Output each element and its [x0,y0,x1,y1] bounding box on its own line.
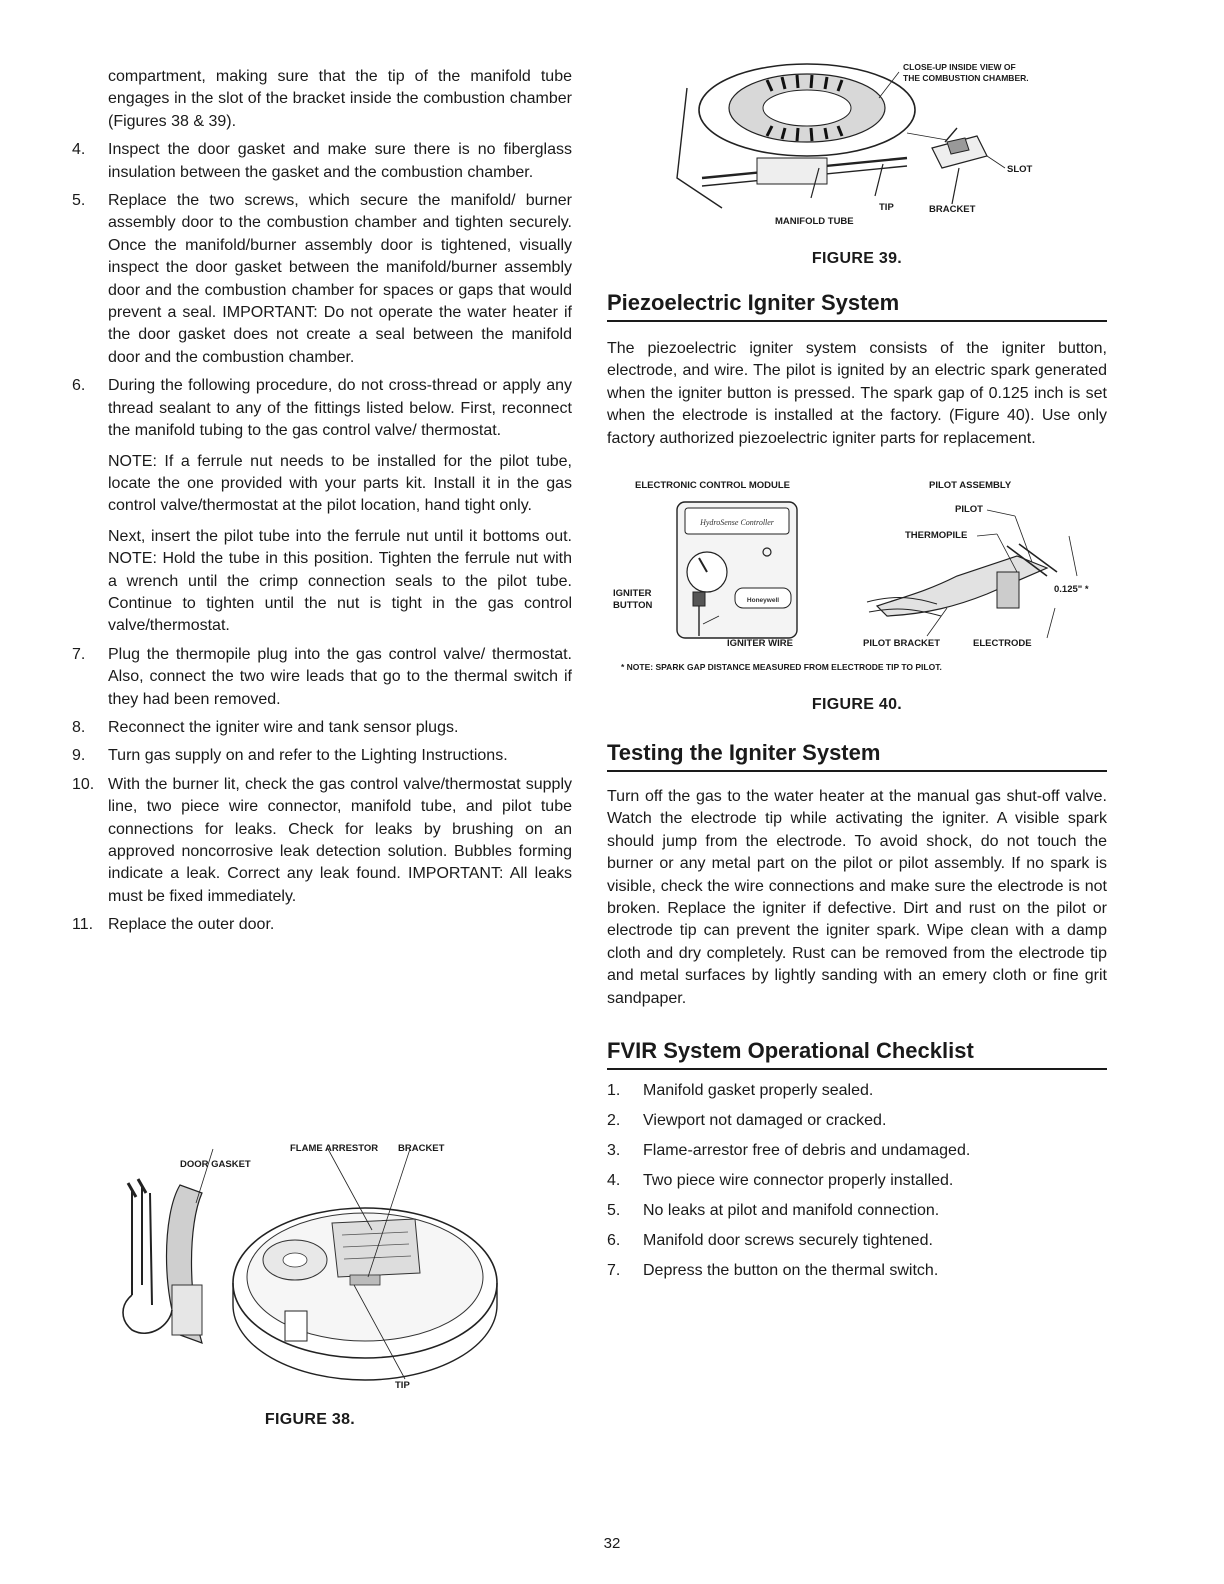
spark-gap-note: * NOTE: SPARK GAP DISTANCE MEASURED FROM ELECTRODE TIP TO PILOT. [621,662,942,673]
step-text: Replace the two screws, which secure the manifold/ burner assembly door to the combustion chamber and tighten securely. Once the manifold/burner assembly door is tightened, visually inspect the door gasket between the manifold/burner assembly door and the combustion chamber for spaces or gaps that would prevent a seal. IMPORTANT: Do not operate the water heater if the door gasket does not create a seal between the manifold door and the combustion chamber. [108,192,572,366]
fvir-checklist [607,1076,1107,1286]
testing-body: Turn off the gas to the water heater at the manual gas shut-off valve. Watch the electrode tip while activating the igniter. A visible spark should jump from the electrode. To avoid shock, do not touch the burner or any metal part on the pilot or pilot assembly. If no spark is visible, check the wire connections and make sure the electrode is not broken. Replace the igniter if defective. Dirt and rust on the pilot or electrode tip can prevent the igniter spark. Wipe clean with a damp cloth and dry completely. Rust can be removed from the electrode tip and metal surfaces by lightly sanding with an emery cloth or fine grit sandpaper. [607,788,1107,1007]
label-tip: TIP [395,1380,410,1390]
piezo-body: The piezoelectric igniter system consists of the igniter button, electrode, and wire. The pilot is ignited by an electric spark generated when the igniter button is pressed. The spark gap of 0.125 inch is set when the electrode is installed at the factory. (Figure 40). Use only factory authorized piezoelectric igniter parts for replacement. [607,340,1107,447]
step-number: 4. [72,141,86,159]
label-bracket: BRACKET [929,204,976,215]
figure-39 [607,58,1107,278]
checklist-text: Viewport not damaged or cracked. [643,1112,887,1130]
checklist-text: No leaks at pilot and manifold connection. [643,1202,940,1220]
piezo-heading: Piezoelectric Igniter System [607,290,1107,322]
checklist-number: 1. [607,1082,621,1100]
label-thermopile: THERMOPILE [905,530,968,542]
checklist-item [607,1196,1107,1226]
step-number [72,66,108,133]
label-pilot-bracket: PILOT BRACKET [863,638,941,650]
step-text: Replace the outer door. [108,916,275,934]
checklist-number: 6. [607,1232,621,1250]
step-number: 6. [72,377,86,395]
step-number: 8. [72,718,86,736]
checklist-text: Flame-arrestor free of debris and undamaged. [643,1142,971,1160]
checklist-number: 4. [607,1172,621,1190]
step-6 [72,375,572,643]
module-brand: Honeywell [746,597,780,605]
label-gap: 0.125" * [1054,584,1089,596]
figure-40-caption: FIGURE 40. [811,696,903,714]
label-flame-arrestor: FLAME ARRESTOR [290,1143,379,1154]
page-number: 32 [603,1535,621,1552]
figure-38 [110,1135,510,1435]
checklist-item [607,1076,1107,1106]
checklist-number: 5. [607,1202,621,1220]
fvir-heading: FVIR System Operational Checklist [607,1038,1107,1070]
step-9 [72,745,572,767]
step-number: 9. [72,747,86,765]
checklist-text: Two piece wire connector properly installed. [643,1172,954,1190]
label-button: BUTTON [613,600,653,612]
checklist-number: 3. [607,1142,621,1160]
checklist-text: Depress the button on the thermal switch. [643,1262,939,1280]
step-text: Plug the thermopile plug into the gas control valve/ thermostat. Also, connect the two wire leads that go to the thermal switch if they had been removed. [108,645,572,708]
testing-heading: Testing the Igniter System [607,740,1107,772]
ferrule-note: NOTE: If a ferrule nut needs to be installed for the pilot tube, locate the one provided with your parts kit. Install it in the gas control valve/thermostat at the pilot location, hand tight only. [108,452,572,515]
step-text: Inspect the door gasket and make sure there is no fiberglass insulation between the gasket and the combustion chamber. [108,141,572,181]
step-7 [72,644,572,711]
checklist-number: 7. [607,1262,621,1280]
step-5 [72,190,572,369]
label-electrode: ELECTRODE [973,638,1032,650]
left-column [72,66,572,937]
label-pilot-assembly: PILOT ASSEMBLY [929,480,1012,492]
label-closeup-line-1: CLOSE-UP INSIDE VIEW OF [903,62,1016,72]
step-text: Reconnect the igniter wire and tank sensor plugs. [108,718,459,736]
step-number: 5. [72,192,86,210]
module-title: HydroSense Controller [700,518,774,528]
label-igniter: IGNITER [613,588,652,600]
label-pilot: PILOT [955,504,983,516]
step-number: 11. [72,916,94,934]
label-tip: TIP [879,202,894,213]
checklist-item [607,1166,1107,1196]
step-number: 10. [72,775,95,793]
checklist-item [607,1256,1107,1286]
step-text: compartment, making sure that the tip of the manifold tube engages in the slot of the bracket inside the combustion chamber (Figures 38 & 39). [108,68,572,130]
step-number: 7. [72,645,86,663]
step-text: Turn gas supply on and refer to the Lighting Instructions. [108,747,508,765]
label-ecm: ELECTRONIC CONTROL MODULE [635,480,790,492]
checklist-text: Manifold door screws securely tightened. [643,1232,933,1250]
checklist-text: Manifold gasket properly sealed. [643,1082,874,1100]
step-3-continuation [72,66,572,133]
checklist-item [607,1136,1107,1166]
label-door-gasket: DOOR GASKET [180,1159,251,1170]
checklist-number: 2. [607,1112,621,1130]
label-bracket: BRACKET [398,1143,445,1154]
figure-40 [607,476,1107,734]
step-11 [72,914,572,936]
figure-39-caption: FIGURE 39. [811,250,903,267]
figure-38-illustration [110,1135,510,1390]
step-8 [72,717,572,739]
right-column [607,58,1107,1286]
step-4 [72,139,572,184]
label-manifold-tube: MANIFOLD TUBE [775,216,854,227]
step-10 [72,774,572,908]
checklist-item [607,1106,1107,1136]
label-igniter-wire: IGNITER WIRE [727,638,793,650]
label-closeup-line-2: THE COMBUSTION CHAMBER. [903,73,1029,83]
step-6-body [108,375,572,643]
checklist-item [607,1226,1107,1256]
figure-38-caption: FIGURE 38. [264,1411,356,1428]
next-note: Next, insert the pilot tube into the ferrule nut until it bottoms out. NOTE: Hold the tube in this position. Tighten the ferrule nut with a wrench until the crimp connection seals to the pilot tube. Continue to tighten until the nut is tight in the gas control valve/thermostat. [108,527,572,635]
label-slot: SLOT [1007,164,1033,175]
figure-39-illustration [607,58,1107,238]
step-text: With the burner lit, check the gas control valve/thermostat supply line, two piece wire connector, manifold tube, and pilot tube connections for leaks. Check for leaks by brushing on an approved noncorrosive leak detection solution. Bubbles forming indicate a leak. Correct any leak found. IMPORTANT: All leaks must be fixed immediately. [108,775,572,905]
step-text: During the following procedure, do not cross-thread or apply any thread sealant to any of the fittings listed below. First, reconnect the manifold tubing to the gas control valve/ thermostat. [108,377,572,440]
figure-40-illustration [607,476,1107,676]
